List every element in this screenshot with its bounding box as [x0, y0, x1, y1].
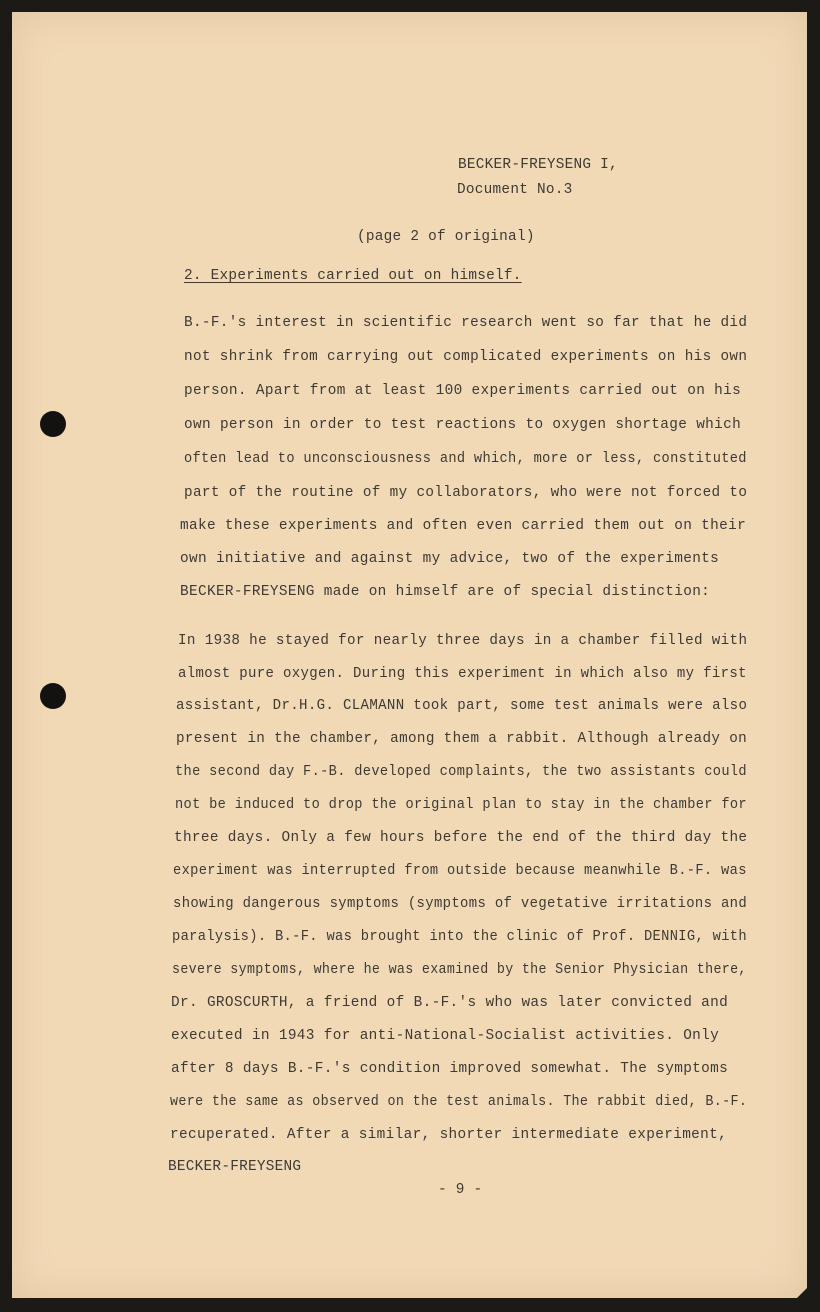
- text-line: make these experiments and often even carried them out on their: [180, 518, 747, 534]
- text-line: after 8 days B.-F.'s condition improved somewhat. The symptoms: [171, 1061, 729, 1077]
- text-line: not be induced to drop the original plan to stay in the chamber for: [175, 797, 747, 813]
- text-line: own initiative and against my advice, two of the experiments: [180, 551, 720, 567]
- text-line: present in the chamber, among them a rabbit. Although already on: [176, 731, 748, 747]
- text-line: were the same as observed on the test animals. The rabbit died, B.-F.: [170, 1094, 748, 1110]
- punch-hole: [40, 683, 66, 709]
- text-line: recuperated. After a similar, shorter intermediate experiment,: [170, 1127, 728, 1143]
- text-line: often lead to unconsciousness and which, more or less, constituted: [184, 451, 747, 467]
- text-line: part of the routine of my collaborators, who were not forced to: [184, 485, 748, 501]
- text-line: B.-F.'s interest in scientific research went so far that he did: [184, 315, 748, 331]
- text-line: assistant, Dr.H.G. CLAMANN took part, some test animals were also: [176, 698, 748, 714]
- text-line: BECKER-FREYSENG made on himself are of special distinction:: [180, 584, 711, 600]
- text-line: the second day F.-B. developed complaints, the two assistants could: [175, 764, 747, 780]
- text-line: experiment was interrupted from outside because meanwhile B.-F. was: [173, 863, 747, 879]
- text-line: Dr. GROSCURTH, a friend of B.-F.'s who was later convicted and: [171, 995, 729, 1011]
- text-line: own person in order to test reactions to oxygen shortage which: [184, 417, 742, 433]
- text-line: not shrink from carrying out complicated experiments on his own: [184, 349, 748, 365]
- text-line: paralysis). B.-F. was brought into the clinic of Prof. DENNIG, with: [172, 929, 747, 945]
- page-number: - 9 -: [438, 1182, 483, 1198]
- document-page: [12, 12, 807, 1298]
- text-line: person. Apart from at least 100 experiments carried out on his: [184, 383, 742, 399]
- footer-name: BECKER-FREYSENG: [168, 1159, 302, 1175]
- text-line: severe symptoms, where he was examined by the Senior Physician there,: [172, 962, 747, 978]
- text-line: showing dangerous symptoms (symptoms of vegetative irritations and: [173, 896, 748, 912]
- text-line: almost pure oxygen. During this experiment in which also my first: [178, 666, 747, 682]
- punch-hole: [40, 411, 66, 437]
- text-line: executed in 1943 for anti-National-Socialist activities. Only: [171, 1028, 720, 1044]
- text-line: three days. Only a few hours before the end of the third day the: [174, 830, 748, 846]
- section-heading: 2. Experiments carried out on himself.: [184, 268, 522, 284]
- page-note: (page 2 of original): [357, 229, 535, 245]
- exhibit-label: BECKER-FREYSENG I,: [458, 157, 618, 173]
- text-line: In 1938 he stayed for nearly three days in a chamber filled with: [178, 633, 748, 649]
- document-number: Document No.3: [457, 182, 573, 198]
